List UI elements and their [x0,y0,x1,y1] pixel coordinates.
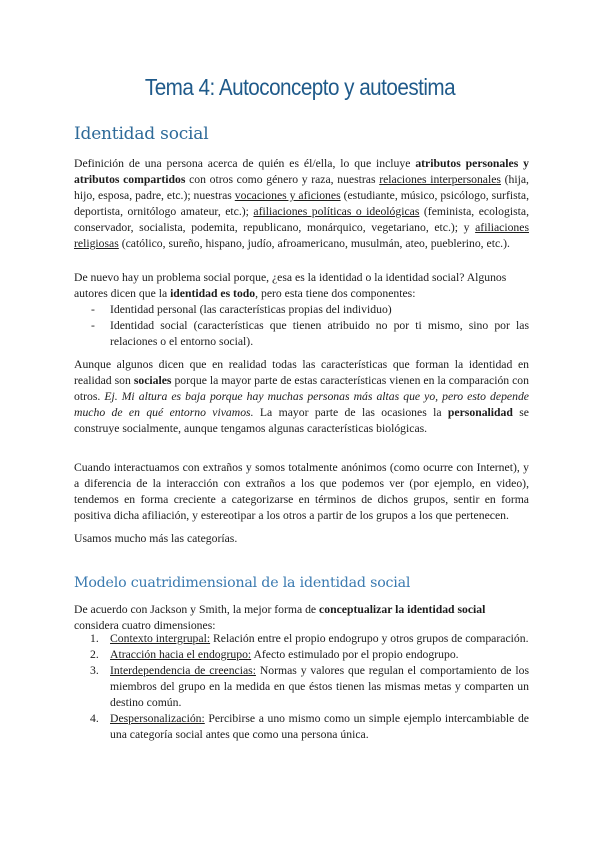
dimension-term: Atracción hacia el endogrupo: [110,648,252,661]
paragraph-definition [74,156,529,252]
underlined-text: relaciones interpersonales [379,173,501,186]
list-number: 4. [90,712,99,725]
list-item [74,318,529,350]
underlined-text: afiliaciones políticas o ideológicas [253,205,420,218]
paragraph-categories: Usamos mucho más las categorías. [74,532,238,545]
text-run: La mayor parte de las ocasiones la [253,406,448,419]
dimension-term: Interdependencia de creencias: [110,664,256,677]
dash-marker: - [91,319,95,332]
dimension-term: Despersonalización: [110,712,205,725]
page-title: Tema 4: Autoconcepto y autoestima [144,74,456,100]
bold-text: sociales [133,374,172,387]
list-number: 1. [90,632,99,645]
dimension-item-2 [74,647,529,663]
underlined-text: vocaciones y aficiones [234,189,341,202]
text-run: (hija, hijo, esposa, padre, etc.); nuestras [74,173,529,202]
text-run: considera cuatro dimensiones: [74,619,216,632]
dimension-term: Contexto intergrupal: [110,632,211,645]
list-item-text: Identidad personal (las características propias del individuo) [110,303,392,316]
text-run: (estudiante, músico, psicólogo, surfista, deportista, ornitólogo amateur, etc.); [74,189,529,218]
bold-text: atributos personales y atributos compartidos [74,157,529,186]
text-run: se construye socialmente, aunque tengamos algunas características biológicas. [74,406,529,435]
dimension-description: Relación entre el propio endogrupo y otros grupos de comparación. [210,632,529,645]
section-heading-modelo-cuatridimensional: Modelo cuatridimensional de la identidad social [74,575,411,591]
dimension-item-3 [74,663,529,711]
text-run: De nuevo hay un problema social porque, ¿esa es la identidad o la identidad social? Algunos autores dicen que la [74,271,507,300]
paragraph-identity-problem [74,270,529,302]
section-heading-identidad-social: Identidad social [74,124,209,144]
dash-marker: - [91,303,95,316]
paragraph-social-characteristics [74,357,529,437]
dimension-description: Normas y valores que regulan el comportamiento de los miembros del grupo en la medida en que éstos tienen las mismas metas y comparten un destino común. [110,664,529,709]
underlined-text: afiliaciones religiosas [74,221,529,250]
paragraph-jackson-smith [74,602,529,634]
paragraph-anonymous-interaction: Cuando interactuamos con extraños y somos totalmente anónimos (como ocurre con Internet), y a diferencia de la interacción con extraños a los que podemos ver (por ejemplo, en video), tendemos en forma creciente a categorizarse en términos de dichos grupos, sentir en forma positiva dicha afiliación, y estereotipar a los otros a partir de los grupos a los que pertenecen. [74,461,529,522]
text-run: , pero esta tiene dos componentes: [255,287,416,300]
bold-text: personalidad [447,406,513,419]
text-run: porque la mayor parte de estas características vienen en la comparación con otros. [74,374,529,403]
list-item-text: Identidad social (características que tienen atribuido no por ti mismo, sino por las relaciones o el entorno social). [110,319,529,348]
list-number: 3. [90,664,99,677]
identity-components-list [74,302,529,350]
text-run: (católico, sureño, hispano, judío, afroamericano, musulmán, ateo, pueblerino, etc.). [118,237,510,250]
list-number: 2. [90,648,99,661]
dimensions-list [74,631,529,743]
dimension-description: Percibirse a uno mismo como un simple ejemplo intercambiable de una categoría social antes que como una persona única. [110,712,529,741]
italic-example: Ej. Mi altura es baja porque hay muchas personas más altas que yo, pero esto depende mucho de en qué entorno vivamos. [74,390,529,419]
list-item [74,302,529,318]
text-run: Definición de una persona acerca de quién es él/ella, lo que incluye [74,157,416,170]
text-run: Aunque algunos dicen que en realidad todas las características que forman la identidad en realidad son [74,358,529,387]
text-run: (feminista, ecologista, conservador, socialista, podemita, republicano, monárquico, vegetariano, etc.); y [74,205,529,234]
text-run: con otros como género y raza, nuestras [185,173,380,186]
text-run: De acuerdo con Jackson y Smith, la mejor forma de [74,603,320,616]
bold-text: conceptualizar la identidad social [319,603,486,616]
bold-text: identidad es todo [170,287,256,300]
dimension-item-1 [74,631,529,647]
dimension-item-4 [74,711,529,743]
dimension-description: Afecto estimulado por el propio endogrupo. [251,648,459,661]
